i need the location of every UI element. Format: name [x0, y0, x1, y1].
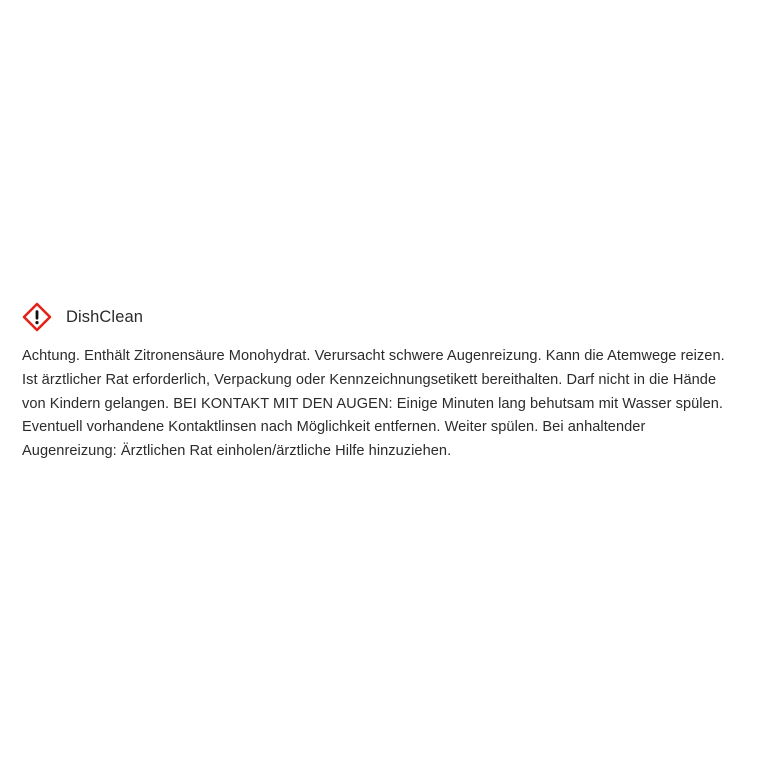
hazard-information	[22, 301, 740, 464]
hazard-statement-text: Achtung. Enthält Zitronensäure Monohydrat. Verursacht schwere Augenreizung. Kann die Atemwege reizen. Ist ärztlicher Rat erforderlich, Verpackung oder Kennzeichnungsetikett bereithalten. Darf nicht in die Hände von Kindern gelangen. BEI KONTAKT MIT DEN AUGEN: Einige Minuten lang behutsam mit Wasser spülen. Eventuell vorhandene Kontaktlinsen nach Möglichkeit entfernen. Weiter spülen. Bei anhaltender Augenreizung: Ärztlichen Rat einholen/ärztliche Hilfe hinzuziehen.	[22, 348, 725, 460]
product-header	[22, 301, 740, 333]
product-name: DishClean	[66, 307, 144, 326]
ghs-exclamation-mark-icon	[22, 302, 52, 332]
